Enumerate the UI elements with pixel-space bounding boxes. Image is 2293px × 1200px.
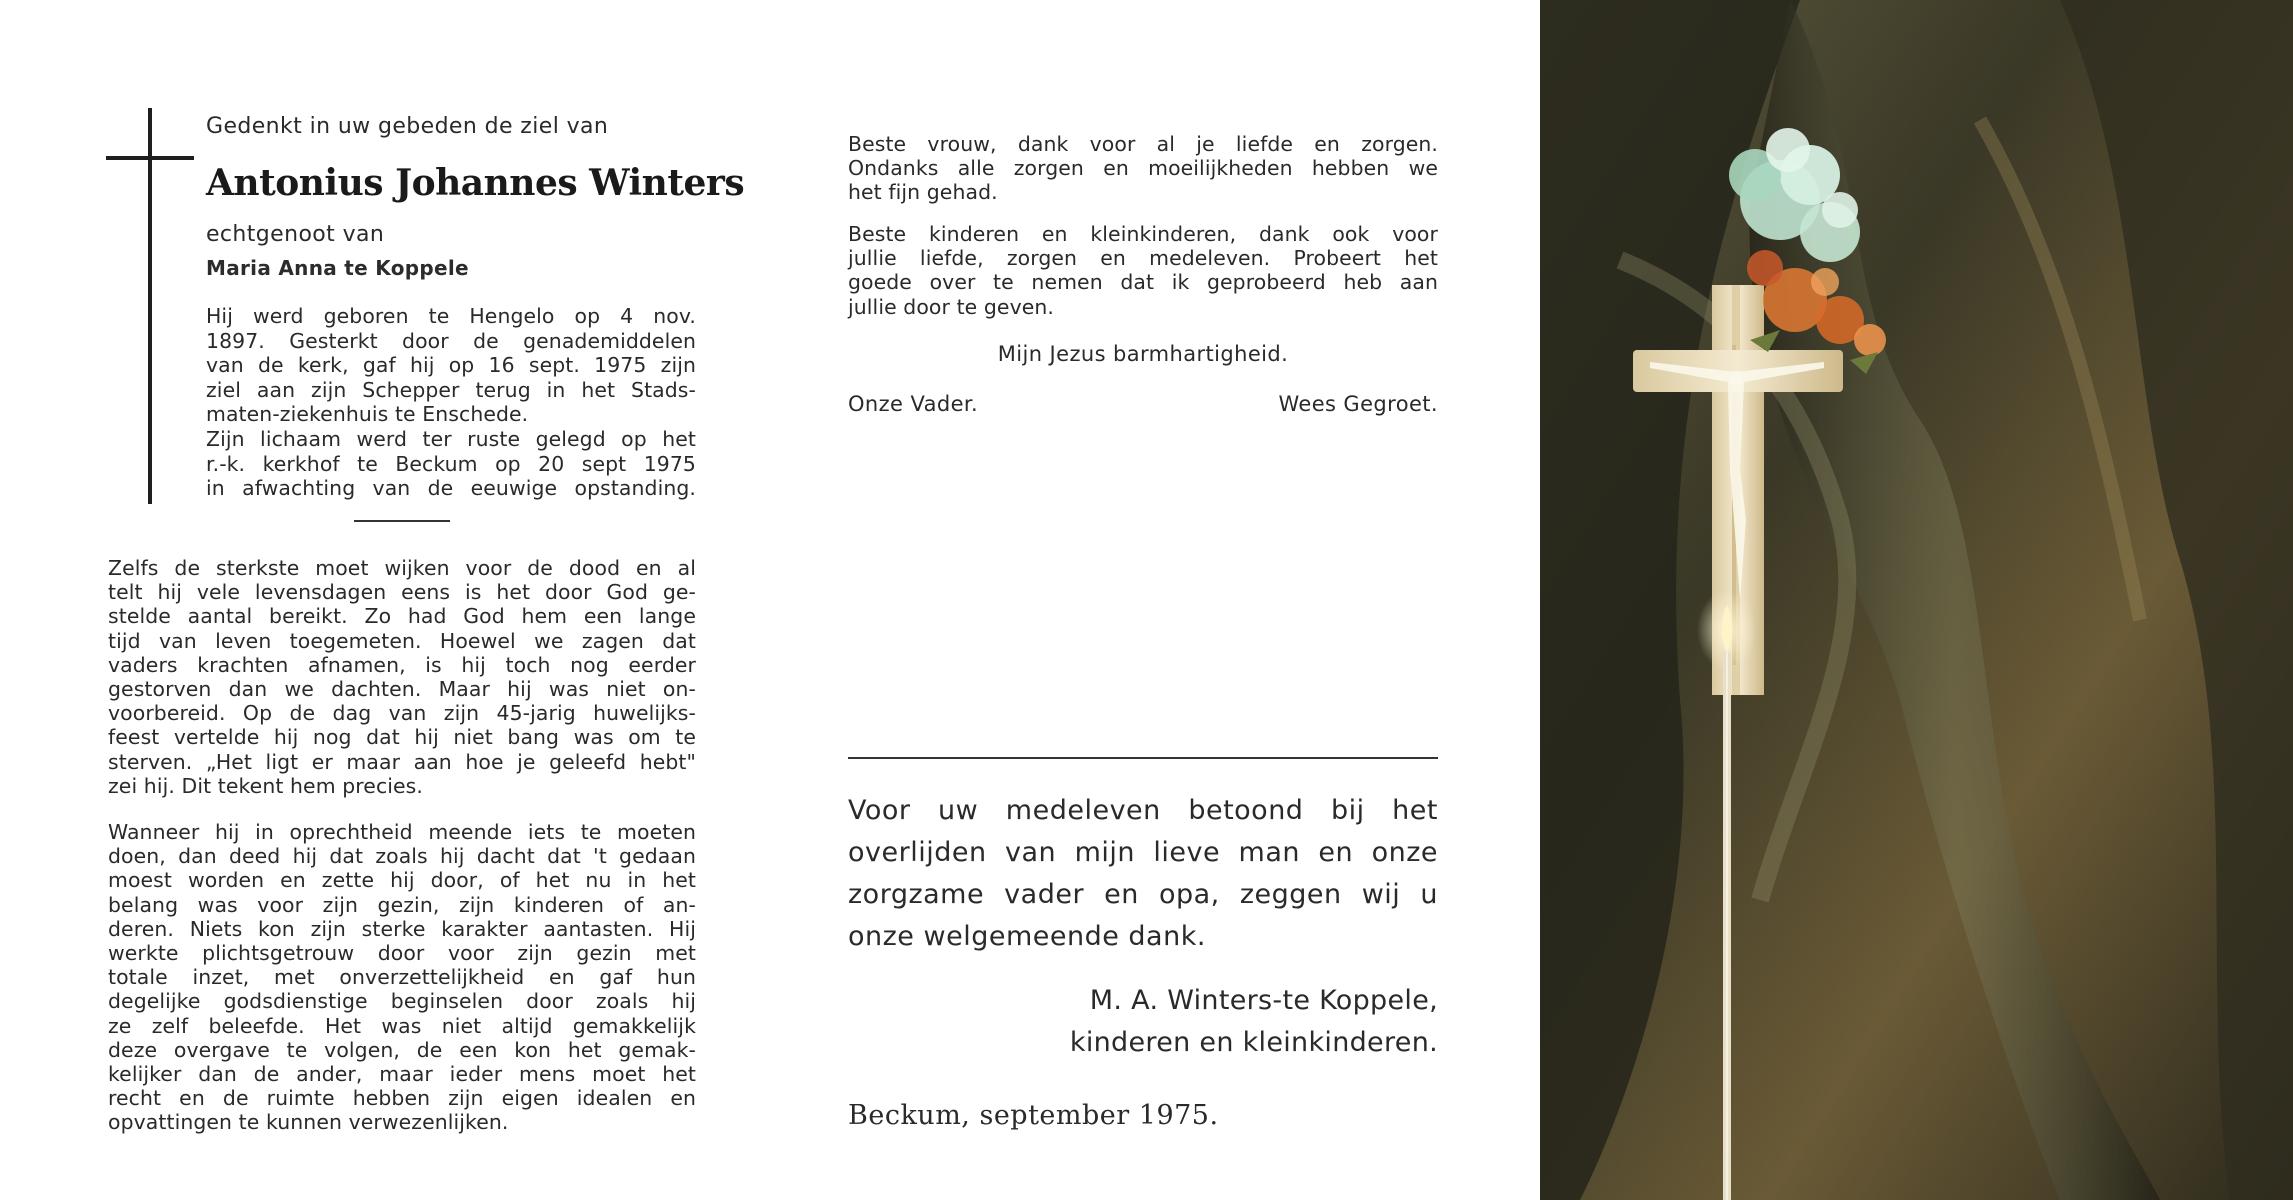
spouse-name: Maria Anna te Koppele	[206, 256, 469, 280]
middle-panel	[768, 0, 1536, 1200]
text-line: Wanneer hij in oprechtheid meende iets te moeten	[108, 820, 696, 844]
text-line: gestorven dan we dachten. Maar hij was niet on-	[108, 677, 696, 702]
crucifix-photo	[1540, 0, 2293, 1200]
photo-illustration	[1540, 0, 2293, 1200]
text-line: feest vertelde hij nog dat hij niet bang was om te	[108, 725, 696, 750]
bio-line: ziel aan zijn Schepper terug in het Stads-	[206, 377, 696, 402]
thanks-children	[848, 222, 1438, 319]
signature-line: kinderen en kleinkinderen.	[1069, 1027, 1438, 1058]
signature	[848, 980, 1438, 1064]
text-line: stelde aantal bereikt. Zo had God hem een lange	[108, 604, 696, 629]
text-line: belang was voor zijn gezin, zijn kinderen of an-	[108, 892, 696, 917]
text-line: goede over te nemen dat ik geprobeerd heb aan	[848, 270, 1438, 295]
biography	[206, 304, 696, 501]
text-line: Beste vrouw, dank voor al je liefde en zorgen.	[848, 132, 1438, 156]
prayer-hail-mary: Wees Gegroet.	[1278, 392, 1438, 416]
text-line: Zelfs de sterkste moet wijken voor de dood en al	[108, 556, 696, 580]
text-line: moest worden en zette hij door, of het nu in het	[108, 868, 696, 893]
bio-line: r.-k. kerkhof te Beckum op 20 sept 1975	[206, 451, 696, 476]
text-line: totale inzet, met onverzettelijkheid en gaf hun	[108, 965, 696, 990]
text-line: deren. Niets kon zijn sterke karakter aantasten. Hij	[108, 916, 696, 941]
place-date: Beckum, september 1975.	[848, 1100, 1219, 1131]
deceased-name: Antonius Johannes Winters	[206, 162, 745, 204]
cross-icon	[148, 108, 152, 504]
acknowledgement	[848, 790, 1438, 958]
prayer-line: Mijn Jezus barmhartigheid.	[997, 342, 1289, 366]
bio-line: van de kerk, gaf hij op 16 sept. 1975 zijn	[206, 353, 696, 378]
text-line: sterven. „Het ligt er maar aan hoe je geleefd hebt"	[108, 749, 696, 774]
text-line: overlijden van mijn lieve man en onze	[848, 837, 1438, 868]
text-line: het fijn gehad.	[848, 180, 998, 205]
bio-line: 1897. Gesterkt door de genademiddelen	[206, 328, 696, 353]
text-line: degelijke godsdienstige beginselen door zoals hij	[108, 989, 696, 1014]
text-line: Ondanks alle zorgen en moeilijkheden hebben we	[848, 156, 1438, 181]
text-line: jullie door te geven.	[848, 294, 1054, 319]
text-line: vaders krachten afnamen, is hij toch nog eerder	[108, 652, 696, 677]
text-line: Beste kinderen en kleinkinderen, dank ook voor	[848, 222, 1438, 246]
text-line: kelijker dan de ander, maar ieder mens moet het	[108, 1062, 696, 1087]
text-line: jullie liefde, zorgen en medeleven. Probeert het	[848, 246, 1438, 271]
text-line: recht en de ruimte hebben zijn eigen idealen en	[108, 1086, 696, 1111]
text-line: Voor uw medeleven betoond bij het	[848, 795, 1438, 826]
thanks-wife	[848, 132, 1438, 205]
prayer-our-father: Onze Vader.	[848, 392, 979, 416]
intro-text: Gedenkt in uw gebeden de ziel van	[206, 114, 609, 139]
text-line: deze overgave te volgen, de een kon het gemak-	[108, 1037, 696, 1062]
bio-line: in afwachting van de eeuwige opstanding.	[206, 476, 696, 501]
divider	[354, 520, 450, 522]
cross-icon-bar	[106, 156, 194, 160]
text-line: onze welgemeende dank.	[848, 921, 1206, 952]
text-line: zei hij. Dit tekent hem precies.	[108, 773, 423, 798]
text-line: opvattingen te kunnen verwezenlijken.	[108, 1110, 509, 1135]
bio-line: Hij werd geboren te Hengelo op 4 nov.	[206, 304, 696, 328]
tribute-paragraph-2	[108, 820, 696, 1135]
bio-line: maten-ziekenhuis te Enschede.	[206, 402, 529, 427]
divider	[848, 757, 1438, 759]
text-line: zorgzame vader en opa, zeggen wij u	[848, 879, 1438, 910]
text-line: doen, dan deed hij dat zoals hij dacht dat 't gedaan	[108, 844, 696, 869]
text-line: tijd van leven toegemeten. Hoewel we zagen dat	[108, 628, 696, 653]
spouse-label: echtgenoot van	[206, 222, 385, 247]
text-line: werkte plichtsgetrouw door voor zijn gezin met	[108, 941, 696, 966]
text-line: voorbereid. Op de dag van zijn 45-jarig huwelijks-	[108, 701, 696, 726]
tribute-paragraph-1	[108, 556, 696, 798]
bio-line: Zijn lichaam werd ter ruste gelegd op het	[206, 426, 696, 451]
text-line: telt hij vele levensdagen eens is het door God ge-	[108, 580, 696, 605]
signature-line: M. A. Winters-te Koppele,	[1089, 985, 1438, 1016]
left-panel	[0, 0, 768, 1200]
text-line: ze zelf beleefde. Het was niet altijd gemakkelijk	[108, 1013, 696, 1038]
